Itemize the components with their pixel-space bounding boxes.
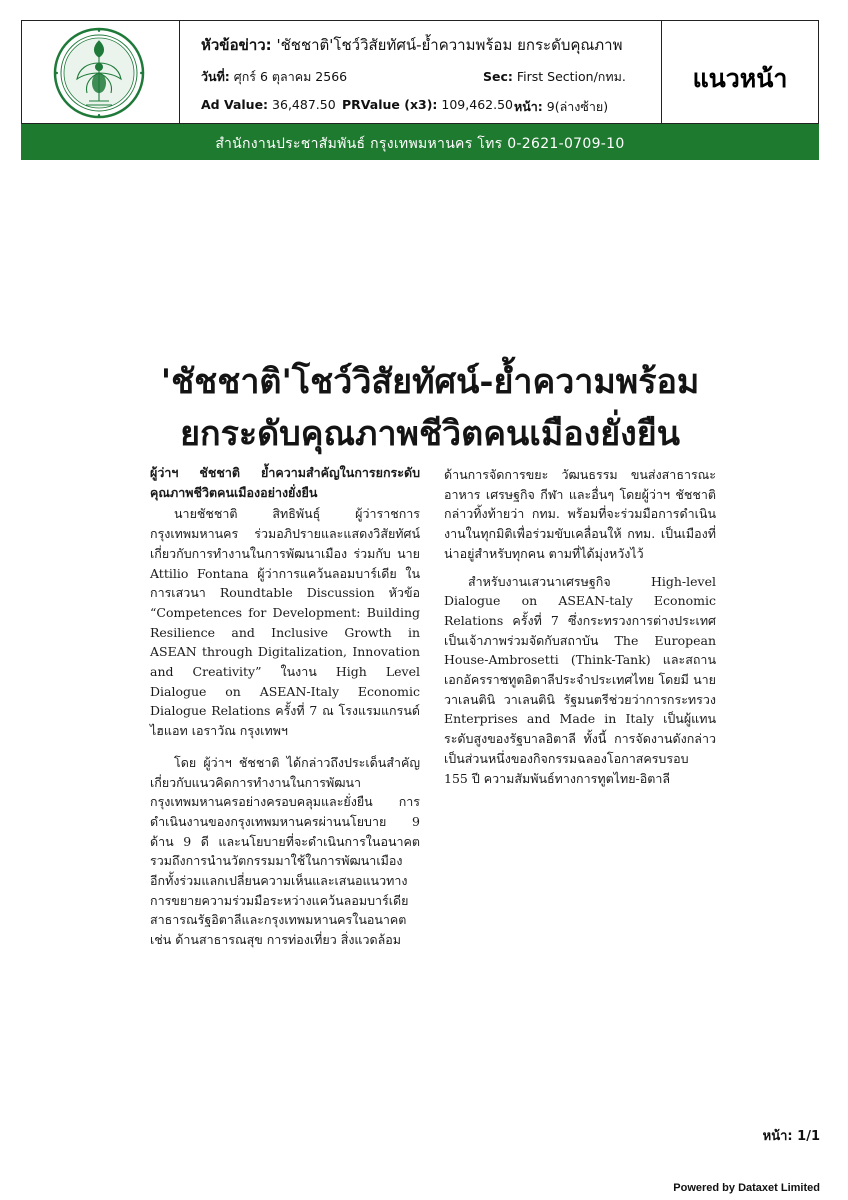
article-column-right [444,465,716,788]
pr-value-label: PRValue (x3): [342,97,438,112]
date-value: ศุกร์ 6 ตุลาคม 2566 [233,69,348,84]
article-paragraph-3: ด้านการจัดการขยะ วัฒนธรรม ขนส่งสาธารณะ อาหาร เศรษฐกิจ กีฬา และอื่นๆ โดยผู้ว่าฯ ชัชชาติกล่าวทิ้งท้ายว่า กทม. พร้อมที่จะร่วมมือการดำเนินงานในทุกมิติเพื่อร่วมขับเคลื่อนให้ กทม. เป็นเมืองที่น่าอยู่สำหรับทุกคน ตามที่ได้มุ่งหวังไว้ [444,467,716,561]
headline-text: 'ชัชชาติ'โชว์วิสัยทัศน์-ย้ำความพร้อม ยกระดับคุณภาพ [276,36,623,54]
publication-name: แนวหน้า [692,65,788,93]
section-row [483,67,626,87]
powered-by: Powered by Dataxet Limited [673,1182,820,1194]
ad-value: 36,487.50 [272,97,336,112]
pr-value: 109,462.50 [441,97,513,112]
article-lead: ผู้ว่าฯ ชัชชาติ ย้ำความสำคัญในการยกระดับคุณภาพชีวิตคนเมืองอย่างยั่งยืน [150,465,420,500]
page-row [514,97,608,117]
logo-cell [22,21,180,123]
page-count: หน้า: 1/1 [762,1129,820,1144]
headline-row [201,33,659,57]
article-paragraph-2: โดย ผู้ว่าฯ ชัชชาติ ได้กล่าวถึงประเด็นสำคัญเกี่ยวกับแนวคิดการทำงานในการพัฒนากรุงเทพมหานครอย่างครอบคลุมและยั่งยืน การดำเนินงานของกรุงเทพมหานครผ่านนโยบาย 9 ด้าน 9 ดี และนโยบายที่จะดำเนินการในอนาคต รวมถึงการนำนวัตกรรมมาใช้ในการพัฒนาเมือง อีกทั้งร่วมแลกเปลี่ยนความเห็นและเสนอแนวทางการขยายความร่วมมือระหว่างแคว้นลอมบาร์เดีย สาธารณรัฐอิตาลีและกรุงเทพมหานครในอนาคต เช่น ด้านสาธารณสุข การท่องเที่ยว สิ่งแวดล้อม [150,754,420,948]
date-label: วันที่: [201,69,230,84]
clipping-header [21,20,819,124]
sec-value: First Section/กทม. [516,69,626,84]
article-title [150,356,710,460]
article-title-line-2: ยกระดับคุณภาพชีวิตคนเมืองยั่งยืน [180,414,680,454]
contact-banner-text: สำนักงานประชาสัมพันธ์ กรุงเทพมหานคร โทร 0-2621-0709-10 [215,136,625,152]
article-paragraph-4: สำหรับงานเสวนาเศรษฐกิจ High-level Dialogue on ASEAN-taly Economic Relations ครั้งที่ 7 ซึ่งกระทรวงการต่างประเทศเป็นเจ้าภาพร่วมจัดกับสถาบัน The European House-Ambrosetti (Think-Tank) และสถานเอกอัครราชทูตอิตาลีประจำประเทศไทย โดยมี นายวาเลนตินิ วาเลนตินิ รัฐมนตรีช่วยว่าการกระทรวง Enterprises and Made in Italy เป็นผู้แทนระดับสูงของรัฐบาลอิตาลี ทั้งนี้ การจัดงานดังกล่าวเป็นส่วนหนึ่งของกิจกรรมฉลองโอกาสครบรอบ 155 ปี ความสัมพันธ์ทางการทูตไทย-อิตาลี [444,573,716,786]
page-label: หน้า: [514,99,543,114]
contact-banner [21,124,819,160]
ad-value-row [201,97,336,112]
sec-label: Sec: [483,69,513,84]
date-row [201,67,347,87]
pr-value-row [342,97,513,112]
article-paragraph-1: นายชัชชาติ สิทธิพันธุ์ ผู้ว่าราชการกรุงเทพมหานคร ร่วมอภิปรายและแสดงวิสัยทัศน์เกี่ยวกับการทำงานในการพัฒนาเมือง ร่วมกับ นาย Attilio Fontana ผู้ว่าการแคว้นลอมบาร์เดีย ในการเสวนา Roundtable Discussion หัวข้อ “Competences for Development: Building Resilience and Inclusive Growth in ASEAN through Digitalization, Innovation and Creativity” ในงาน High Level Dialogue on ASEAN-Italy Economic Dialogue Relations ครั้งที่ 7 ณ โรงแรมแกรนด์ ไฮแอท เอราวัณ กรุงเทพฯ [150,506,420,739]
page-value: 9(ล่างซ้าย) [546,99,609,114]
publication-cell [662,21,818,123]
clipping-info [180,21,662,123]
bma-seal-logo [53,27,145,119]
article-title-line-1: 'ชัชชาติ'โชว์วิสัยทัศน์-ย้ำความพร้อม [160,362,700,402]
article-column-left [150,463,420,950]
ad-value-label: Ad Value: [201,97,269,112]
headline-label: หัวข้อข่าว: [201,36,272,54]
